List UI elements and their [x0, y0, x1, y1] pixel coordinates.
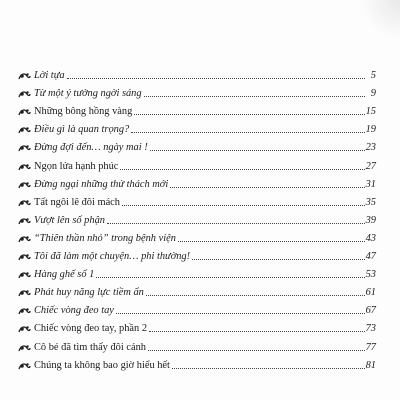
- dot-leader: [122, 205, 365, 206]
- toc-entry-title: Chiếc vòng đeo tay, phần 2: [34, 323, 148, 335]
- toc-entry-title: Cô bé đã tìm thấy đôi cánh: [34, 341, 146, 353]
- toc-entry-page: 47: [365, 251, 376, 263]
- toc-entry: [18, 82, 376, 100]
- floral-bullet-icon: [18, 126, 34, 136]
- dot-leader: [148, 350, 365, 351]
- dot-leader: [170, 187, 364, 188]
- floral-bullet-icon: [18, 344, 34, 354]
- toc-entry: [18, 118, 376, 136]
- floral-bullet-icon: [18, 271, 34, 281]
- toc-entry-title: Từ một ý tưởng ngời sáng: [34, 88, 142, 100]
- toc-entry-title: Đừng ngại những thử thách mới: [34, 178, 169, 190]
- toc-entry-page: 9: [370, 88, 376, 100]
- toc-entry-page: 73: [365, 323, 376, 335]
- dot-leader: [107, 223, 365, 224]
- toc-entry: [18, 335, 376, 353]
- dot-leader: [134, 114, 364, 115]
- toc-entry-title: Đừng đợi đến… ngày mai !: [34, 142, 148, 154]
- toc-entry-title: Tất ngôi lê đôi mách: [34, 196, 120, 208]
- floral-bullet-icon: [18, 325, 34, 335]
- toc-entry-title: Hàng ghế số 1: [34, 269, 95, 281]
- floral-bullet-icon: [18, 253, 34, 263]
- toc-entry-title: “Thiên thần nhỏ” trong bệnh viện: [34, 232, 176, 244]
- toc-entry: [18, 191, 376, 209]
- toc-entry-page: 19: [365, 124, 376, 136]
- floral-bullet-icon: [18, 289, 34, 299]
- dot-leader: [116, 313, 365, 314]
- dot-leader: [149, 331, 365, 332]
- toc-entry-title: Tôi đã làm một chuyện… phi thường!: [34, 251, 191, 263]
- toc-entry-title: Ngọn lửa hạnh phúc: [34, 160, 119, 172]
- toc-entry-page: 67: [365, 305, 376, 317]
- toc-entry: [18, 173, 376, 191]
- floral-bullet-icon: [18, 362, 34, 372]
- toc-entry-title: Chiếc vòng đeo tay: [34, 305, 114, 317]
- floral-bullet-icon: [18, 217, 34, 227]
- toc-entry: [18, 64, 376, 82]
- dot-leader: [178, 241, 365, 242]
- toc-entry: [18, 245, 376, 263]
- toc-entry-title: Phát huy năng lực tiềm ẩn: [34, 287, 144, 299]
- dot-leader: [67, 78, 365, 79]
- dot-leader: [146, 295, 365, 296]
- toc-entry: [18, 299, 376, 317]
- toc-entry: [18, 263, 376, 281]
- toc-entry-page: 61: [365, 287, 376, 299]
- toc-entry: [18, 281, 376, 299]
- toc-entry-page: 35: [365, 196, 376, 208]
- dot-leader: [150, 150, 365, 151]
- toc-entry-page: 23: [365, 142, 376, 154]
- floral-bullet-icon: [18, 90, 34, 100]
- toc-entry-page: 53: [365, 269, 376, 281]
- toc-entry: [18, 136, 376, 154]
- toc-entry-title: Điều gì là quan trọng?: [34, 124, 130, 136]
- floral-bullet-icon: [18, 307, 34, 317]
- floral-bullet-icon: [18, 163, 34, 173]
- toc-entry-title: Những bông hồng vàng: [34, 106, 133, 118]
- toc-entry-page: 43: [365, 232, 376, 244]
- toc-entry-page: 77: [365, 341, 376, 353]
- floral-bullet-icon: [18, 181, 34, 191]
- toc-entry-title: Chúng ta không bao giờ hiểu hết: [34, 359, 170, 371]
- toc-entry: [18, 227, 376, 245]
- page-corner-shadow: [360, 0, 400, 40]
- toc-entry: [18, 154, 376, 172]
- toc-entry: [18, 209, 376, 227]
- floral-bullet-icon: [18, 72, 34, 82]
- toc-entry-page: 5: [370, 70, 376, 82]
- dot-leader: [144, 96, 365, 97]
- toc-entry: [18, 317, 376, 335]
- dot-leader: [131, 132, 364, 133]
- dot-leader: [172, 368, 365, 369]
- floral-bullet-icon: [18, 235, 34, 245]
- toc-entry: [18, 100, 376, 118]
- toc-entry: [18, 354, 376, 372]
- toc-entry-page: 81: [365, 359, 376, 371]
- floral-bullet-icon: [18, 199, 34, 209]
- toc-entry-page: 15: [365, 106, 376, 118]
- dot-leader: [120, 169, 364, 170]
- dot-leader: [192, 259, 365, 260]
- toc-entry-page: 27: [365, 160, 376, 172]
- toc-entry-title: Lời tựa: [34, 70, 65, 82]
- toc-entry-title: Vượt lên số phận: [34, 214, 105, 226]
- floral-bullet-icon: [18, 144, 34, 154]
- floral-bullet-icon: [18, 108, 34, 118]
- table-of-contents: [18, 64, 376, 372]
- toc-entry-page: 31: [365, 178, 376, 190]
- dot-leader: [96, 277, 364, 278]
- toc-entry-page: 39: [365, 214, 376, 226]
